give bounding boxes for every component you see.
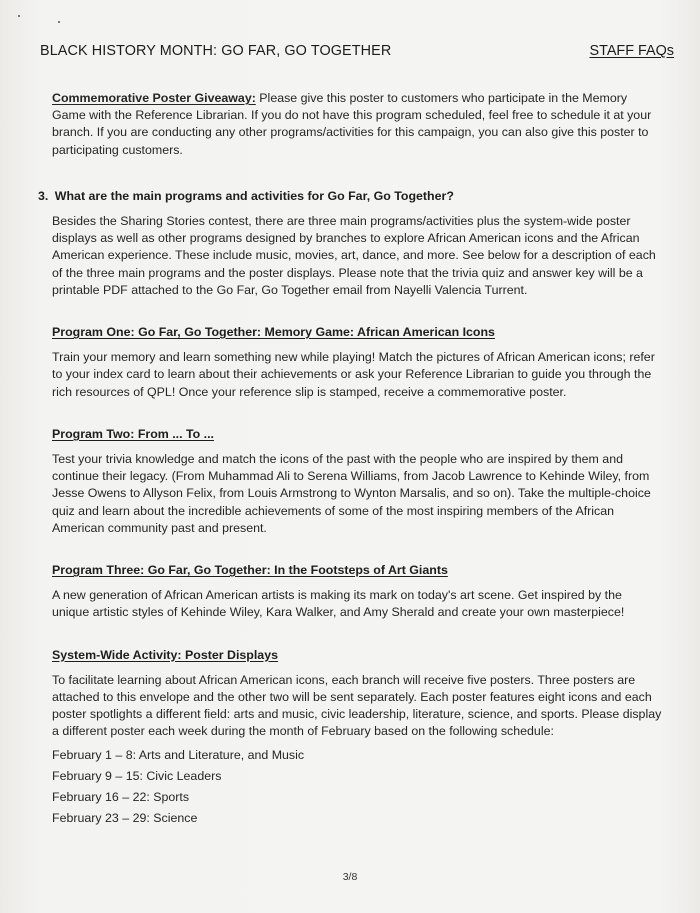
giveaway-paragraph — [52, 90, 662, 159]
giveaway-text: Please give this poster to customers who participate in the Memory Game with the Reference Librarian. If you do not have this program scheduled, feel free to schedule it at your branch. If you are conducting any other programs/activities for this campaign, you can also give this poster to participating customers. — [52, 91, 652, 157]
program-two-heading: Program Two: From ... To ... — [52, 426, 214, 441]
question-number: 3. — [38, 188, 49, 203]
scan-speck — [58, 21, 60, 23]
program-two-body: Test your trivia knowledge and match the icons of the past with the people who are inspired by them and continue their legacy. (From Muhammad Ali to Serena Williams, from Jacob Lawrence to Kehinde Wiley, from Jesse Owens to Allyson Felix, from Louis Armstrong to Wynton Marsalis, and so on). Take the multiple-choice quiz and learn about the incredible achievements of some of the most inspiring members of the African American community past and present. — [52, 452, 651, 535]
question-answer: Besides the Sharing Stories contest, there are three main programs/activities plus the system-wide poster displays as well as other programs designed by branches to explore African American icons and the African American experience. These include music, movies, art, dance, and more. See below for a description of each of the three main programs and the poster displays. Please note that the trivia quiz and answer key will be a printable PDF attached to the Go Far, Go Together email from Nayelli Valencia Turrent. — [52, 214, 656, 297]
staff-faqs-link: STAFF FAQs — [589, 43, 674, 59]
page-content — [38, 90, 662, 828]
page-header — [40, 43, 674, 63]
schedule-list — [52, 747, 662, 828]
program-one-body: Train your memory and learn something new while playing! Match the pictures of African American icons; refer to your index card to learn about their achievements or ask your Reference Librarian to guide you through the rich resources of QPL! Once your reference slip is stamped, receive a commemorative poster. — [52, 350, 655, 399]
program-one-heading: Program One: Go Far, Go Together: Memory Game: African American Icons — [52, 325, 495, 340]
scan-speck — [18, 15, 20, 17]
giveaway-lead: Commemorative Poster Giveaway: — [52, 91, 256, 105]
schedule-item: February 1 – 8: Arts and Literature, and Music — [52, 747, 305, 762]
poster-displays-body: To facilitate learning about African American icons, each branch will receive five posters. Three posters are attached to this envelope and the other two will be sent separately. Each poster features eight icons and each poster spotlights a different field: arts and music, civic leadership, literature, science, and sports. Please display a different poster each week during the month of February based on the following schedule: — [52, 672, 662, 739]
program-three-heading: Program Three: Go Far, Go Together: In the Footsteps of Art Giants — [52, 563, 448, 578]
schedule-item: February 9 – 15: Civic Leaders — [52, 768, 222, 783]
page-number: 3/8 — [342, 871, 358, 883]
program-three-body: A new generation of African American artists is making its mark on today's art scene. Get inspired by the unique artistic styles of Kehinde Wiley, Kara Walker, and Amy Sherald and create your own masterpiece! — [52, 588, 625, 620]
page-title: BLACK HISTORY MONTH: GO FAR, GO TOGETHER — [40, 43, 392, 59]
question-heading — [38, 188, 662, 205]
schedule-item: February 23 – 29: Science — [52, 811, 198, 826]
question-text: What are the main programs and activities for Go Far, Go Together? — [54, 188, 454, 203]
schedule-item: February 16 – 22: Sports — [52, 790, 190, 805]
poster-displays-heading: System-Wide Activity: Poster Displays — [52, 647, 278, 662]
